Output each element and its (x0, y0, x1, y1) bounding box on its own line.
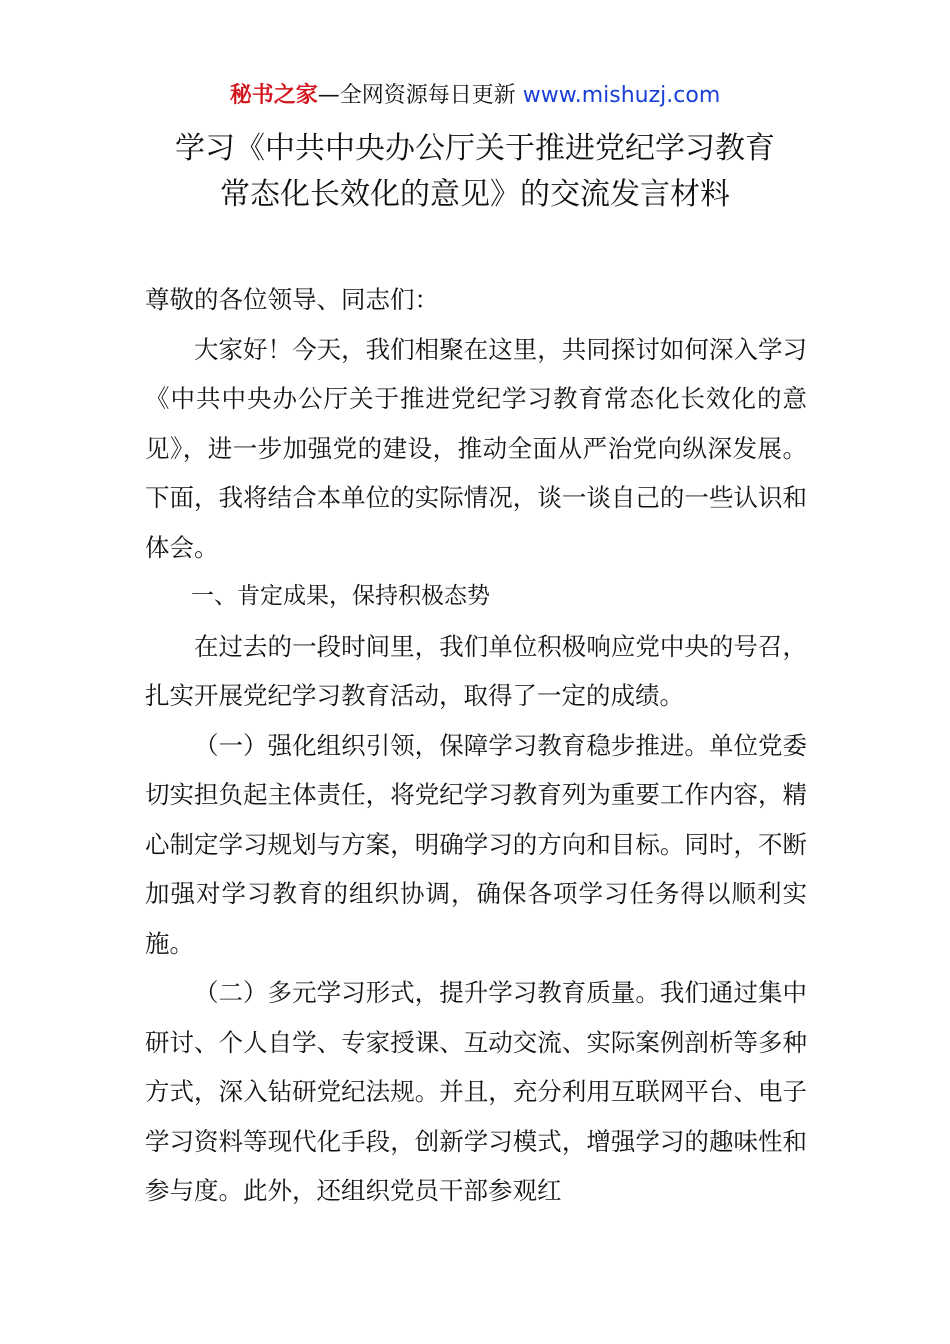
banner-tagline: —全网资源每日更新 (317, 83, 523, 108)
banner-url: www.mishuzj.com (522, 83, 721, 108)
title-line-1: 学习《中共中央办公厅关于推进党纪学习教育 (175, 131, 775, 166)
paragraph-greeting: 大家好！今天，我们相聚在这里，共同探讨如何深入学习《中共中央办公厅关于推进党纪学习教育常态化长效化的意见》，进一步加强党的建设，推动全面从严治党向纵深发展。下面，我将结合本单位的实际情况，谈一谈自己的一些认识和体会。 (145, 334, 807, 562)
paragraph-point-1: （一）强化组织引领，保障学习教育稳步推进。单位党委切实担负起主体责任，将党纪学习教育列为重要工作内容，精心制定学习规划与方案，明确学习的方向和目标。同时，不断加强对学习教育的组织协调，确保各项学习任务得以顺利实施。 (145, 730, 807, 958)
document-title (0, 126, 950, 218)
section-heading-1: 一、肯定成果，保持积极态势 (191, 583, 490, 609)
salutation: 尊敬的各位领导、同志们： (145, 285, 439, 314)
paragraph-achievements: 在过去的一段时间里，我们单位积极响应党中央的号召，扎实开展党纪学习教育活动，取得了一定的成绩。 (145, 631, 807, 710)
paragraph-point-2: （二）多元学习形式，提升学习教育质量。我们通过集中研讨、个人自学、专家授课、互动交流、实际案例剖析等多种方式，深入钻研党纪法规。并且，充分利用互联网平台、电子学习资料等现代化手段，创新学习模式，增强学习的趣味性和参与度。此外，还组织党员干部参观红 (145, 978, 807, 1205)
title-line-2: 常态化长效化的意见》的交流发言材料 (220, 177, 730, 212)
banner-brand: 秘书之家 (229, 83, 318, 108)
document-body (145, 275, 807, 1216)
site-banner (0, 80, 950, 112)
